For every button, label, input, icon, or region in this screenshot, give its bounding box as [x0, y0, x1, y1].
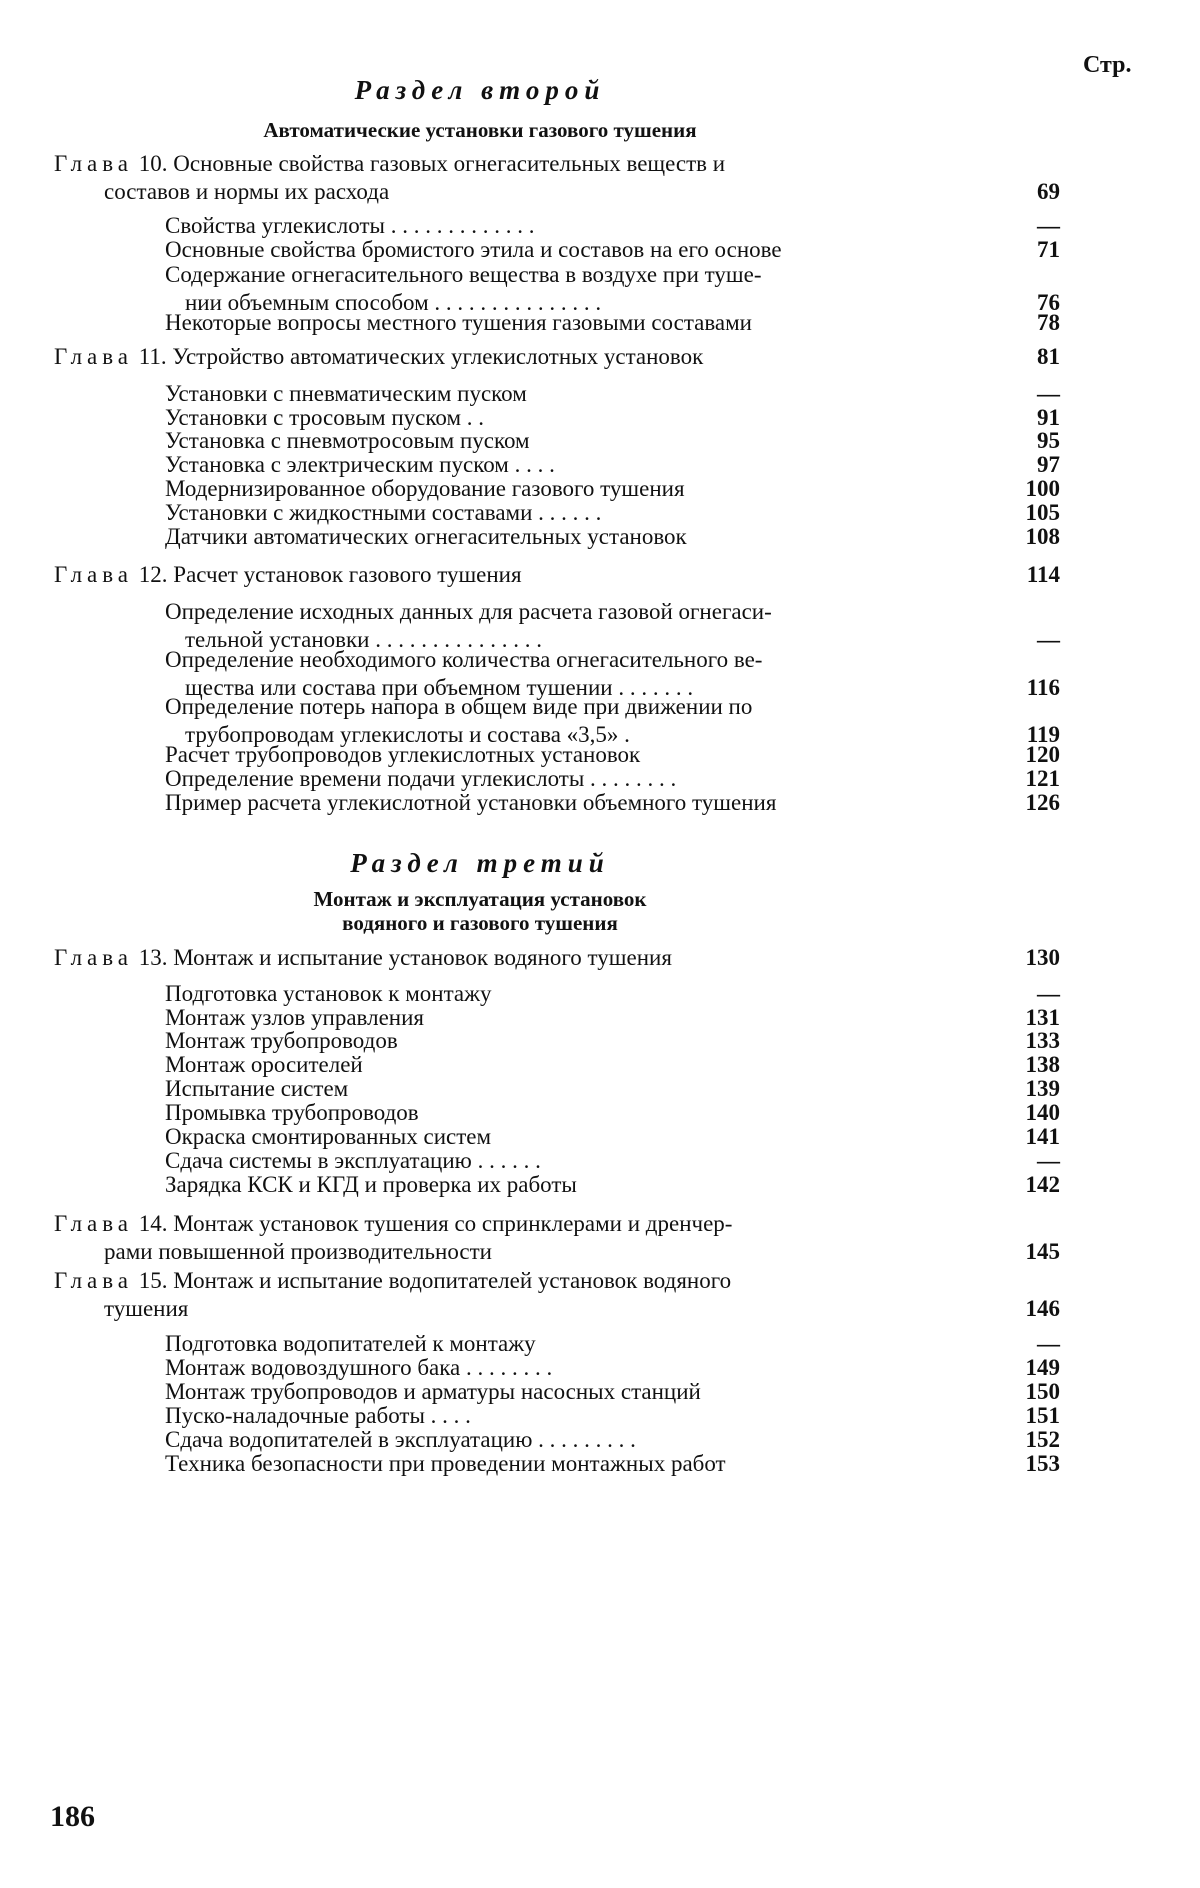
page-number: 131: [1025, 1005, 1060, 1030]
toc-item: [165, 236, 1060, 264]
page-number: —: [1037, 981, 1060, 1006]
chapter-entry: [54, 343, 1060, 371]
toc-item-text: Установки с пневматическим пуском: [165, 381, 527, 406]
chapter-word: Глава: [54, 1268, 134, 1293]
toc-item-text: трубопроводам углекислоты и состава «3,5» .: [185, 722, 630, 747]
toc-item-text: Некоторые вопросы местного тушения газовыми составами: [165, 310, 752, 335]
toc-item-text: Датчики автоматических огнегасительных установок: [165, 524, 687, 549]
page-number: 69: [1037, 179, 1060, 204]
page-number: 142: [1025, 1172, 1060, 1197]
page-number: 140: [1025, 1100, 1060, 1125]
page-number: 91: [1037, 405, 1060, 430]
chapter-entry: [54, 150, 1060, 206]
section-title: Раздел третий: [350, 848, 610, 878]
chapter-entry: [54, 944, 1060, 972]
toc-item-text: Техника безопасности при проведении монтажных работ: [165, 1451, 726, 1476]
page-number: 141: [1025, 1124, 1060, 1149]
toc-item: [165, 523, 1060, 551]
toc-item-text: Монтаж трубопроводов: [165, 1028, 398, 1053]
chapter-title-line: 11. Устройство автоматических углекислотных установок: [138, 344, 704, 369]
toc-item-text: Свойства углекислоты . . . . . . . . . . . . .: [165, 213, 535, 238]
toc-item: [165, 1171, 1060, 1199]
page-number: 81: [1037, 344, 1060, 369]
page-number: 130: [1025, 945, 1060, 970]
toc-item-text: Монтаж оросителей: [165, 1052, 363, 1077]
toc-item-text: Установка с пневмотросовым пуском: [165, 428, 530, 453]
page-number: 71: [1037, 237, 1060, 262]
section-subtitle: водяного и газового тушения: [342, 911, 618, 935]
chapter-entry: [54, 1210, 1060, 1266]
page-number: 150: [1025, 1379, 1060, 1404]
toc-item-text: Содержание огнегасительного вещества в воздухе при туше-: [165, 262, 762, 287]
page-number: 133: [1025, 1028, 1060, 1053]
page-number: 78: [1037, 310, 1060, 335]
toc-item: [165, 1450, 1060, 1478]
chapter-word: Глава: [54, 151, 134, 176]
page-number: 152: [1025, 1427, 1060, 1452]
chapter-title-line: 15. Монтаж и испытание водопитателей установок водяного: [138, 1268, 732, 1293]
page-number-footer: 186: [50, 1800, 95, 1833]
page-number: 120: [1025, 742, 1060, 767]
toc-item-text: Установки с тросовым пуском . .: [165, 405, 485, 430]
toc-item-text: Монтаж узлов управления: [165, 1005, 424, 1030]
chapter-title-line: тушения: [104, 1296, 189, 1321]
toc-item-text: Пуско-наладочные работы . . . .: [165, 1403, 471, 1428]
chapter-title-line: 10. Основные свойства газовых огнегасительных веществ и: [138, 151, 726, 176]
toc-item-text: Монтаж водовоздушного бака . . . . . . . .: [165, 1355, 553, 1380]
page-number: 145: [1025, 1239, 1060, 1264]
toc-item-text: Установка с электрическим пуском . . . .: [165, 452, 555, 477]
chapter-entry: [54, 1267, 1060, 1323]
toc-item-text: Подготовка установок к монтажу: [165, 981, 492, 1006]
toc-item: [165, 309, 1060, 337]
toc-item-text: Испытание систем: [165, 1076, 349, 1101]
chapter-title-line: составов и нормы их расхода: [104, 179, 390, 204]
toc-item-text: нии объемным способом . . . . . . . . . . . . . . .: [185, 290, 602, 315]
page-number: 105: [1025, 500, 1060, 525]
toc-item-text: Определение необходимого количества огнегасительного ве-: [165, 647, 763, 672]
page-number: —: [1037, 627, 1060, 652]
chapter-title-line: 12. Расчет установок газового тушения: [138, 562, 522, 587]
toc-item-text: Окраска смонтированных систем: [165, 1124, 492, 1149]
page-number: 149: [1025, 1355, 1060, 1380]
toc-item: [165, 789, 1060, 817]
toc-item-text: Модернизированное оборудование газового тушения: [165, 476, 685, 501]
toc-item-text: Основные свойства бромистого этила и составов на его основе: [165, 237, 782, 262]
page-number: 108: [1025, 524, 1060, 549]
toc-item-text: Установки с жидкостными составами . . . . . .: [165, 500, 602, 525]
toc-item-text: Подготовка водопитателей к монтажу: [165, 1331, 536, 1356]
toc-item-text: Зарядка КСК и КГД и проверка их работы: [165, 1172, 577, 1197]
chapter-entry: [54, 561, 1060, 589]
chapter-word: Глава: [54, 1211, 134, 1236]
page-number: —: [1037, 1331, 1060, 1356]
section-subtitle: Автоматические установки газового тушения: [263, 118, 697, 142]
page-number: 95: [1037, 428, 1060, 453]
chapter-word: Глава: [54, 344, 134, 369]
toc-item-text: Монтаж трубопроводов и арматуры насосных станций: [165, 1379, 701, 1404]
page-number: 76: [1037, 290, 1060, 315]
page-number: 114: [1026, 562, 1060, 587]
page-number: 153: [1025, 1451, 1060, 1476]
section-title: Раздел второй: [354, 75, 606, 105]
page-number: 97: [1037, 452, 1060, 477]
page-number: 100: [1025, 476, 1060, 501]
page-number: 119: [1026, 722, 1060, 747]
section-subtitle: Монтаж и эксплуатация установок: [313, 887, 647, 911]
page-number: —: [1037, 213, 1060, 238]
toc-item-text: Сдача системы в эксплуатацию . . . . . .: [165, 1148, 541, 1173]
toc-item-text: щества или состава при объемном тушении . . . . . . .: [185, 675, 694, 700]
toc-item-text: Пример расчета углекислотной установки объемного тушения: [165, 790, 777, 815]
page-number: 121: [1025, 766, 1060, 791]
page-number: 151: [1025, 1403, 1060, 1428]
chapter-word: Глава: [54, 945, 134, 970]
toc-item-text: Определение исходных данных для расчета газовой огнегаси-: [165, 599, 772, 624]
toc-item-text: Расчет трубопроводов углекислотных установок: [165, 742, 641, 767]
page-number: 138: [1025, 1052, 1060, 1077]
page-column-label: Стр.: [1083, 52, 1132, 78]
toc-item-text: Определение времени подачи углекислоты . . . . . . . .: [165, 766, 677, 791]
toc-item-text: Промывка трубопроводов: [165, 1100, 419, 1125]
toc-item-text: Определение потерь напора в общем виде при движении по: [165, 694, 753, 719]
chapter-word: Глава: [54, 562, 134, 587]
page-number: —: [1037, 381, 1060, 406]
page-number: 126: [1025, 790, 1060, 815]
toc-item-text: Сдача водопитателей в эксплуатацию . . . . . . . . .: [165, 1427, 636, 1452]
chapter-title-line: 13. Монтаж и испытание установок водяного тушения: [138, 945, 672, 970]
page-number: 139: [1025, 1076, 1060, 1101]
toc-item-text: тельной установки . . . . . . . . . . . . . . .: [185, 627, 542, 652]
page-number: 146: [1025, 1296, 1060, 1321]
chapter-title-line: 14. Монтаж установок тушения со спринклерами и дренчер-: [138, 1211, 733, 1236]
page-number: —: [1037, 1148, 1060, 1173]
page-number: 116: [1026, 675, 1060, 700]
chapter-title-line: рами повышенной производительности: [104, 1239, 492, 1264]
